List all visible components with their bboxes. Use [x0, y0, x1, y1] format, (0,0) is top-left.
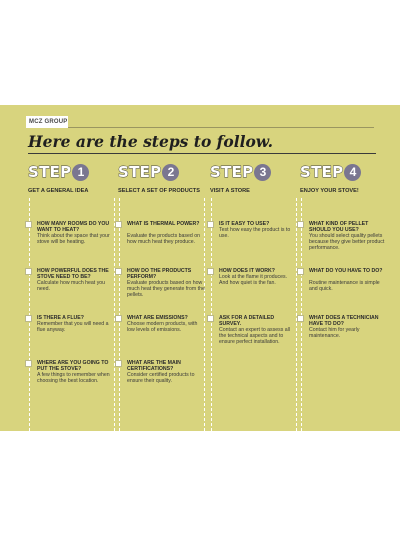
- step-heading: [118, 163, 179, 183]
- item-question: WHERE ARE YOU GOING TO PUT THE STOVE?: [37, 360, 109, 373]
- step-column-2: [118, 163, 206, 431]
- item-question: IS IT EASY TO USE?: [219, 221, 270, 227]
- step-number-badge: 2: [162, 164, 179, 181]
- item-question: HOW MANY ROOMS DO YOU WANT TO HEAT?: [37, 221, 110, 234]
- checkbox[interactable]: [115, 268, 122, 275]
- item-answer: Routine maintenance is simple and quick.: [309, 280, 380, 293]
- item-answer: Contact an expert to assess all the technical aspects and to ensure perfect installation.: [219, 327, 290, 346]
- step-heading: [28, 163, 89, 183]
- step-column-4: [300, 163, 388, 431]
- step-number-badge: 1: [72, 164, 89, 181]
- checkbox[interactable]: [25, 315, 32, 322]
- checkbox[interactable]: [25, 221, 32, 228]
- item-question: WHAT IS THERMAL POWER?: [127, 221, 200, 227]
- step-word: STEP: [28, 163, 72, 181]
- item-answer: Look at the flame it produces. And how quiet is the fan.: [219, 274, 288, 287]
- item-question: WHAT KIND OF PELLET SHOULD YOU USE?: [309, 221, 369, 234]
- step-subtitle: VISIT A STORE: [210, 188, 250, 194]
- item-answer: Choose modern products, with low levels of emissions.: [127, 321, 198, 334]
- step-column-1: [28, 163, 116, 431]
- checkbox[interactable]: [115, 221, 122, 228]
- checkbox[interactable]: [115, 360, 122, 367]
- checkbox[interactable]: [207, 268, 214, 275]
- item-question: HOW DO THE PRODUCTS PERFORM?: [127, 268, 192, 281]
- brochure-page: [0, 105, 400, 431]
- item-question: WHAT ARE THE MAIN CERTIFICATIONS?: [127, 360, 181, 373]
- headline-rule: [28, 153, 376, 154]
- page-title: Here are the steps to follow.: [28, 132, 273, 151]
- item-question: IS THERE A FLUE?: [37, 315, 84, 321]
- step-word: STEP: [300, 163, 344, 181]
- checkbox[interactable]: [207, 315, 214, 322]
- item-answer: Evaluate products based on how much heat they generate from the pellets.: [127, 280, 205, 299]
- step-heading: [210, 163, 271, 183]
- item-answer: Calculate how much heat you need.: [37, 280, 106, 293]
- step-word: STEP: [118, 163, 162, 181]
- step-number-badge: 3: [254, 164, 271, 181]
- item-answer: Remember that you will need a flue anyway.: [37, 321, 109, 334]
- checkbox[interactable]: [25, 268, 32, 275]
- item-answer: Evaluate the products based on how much heat they produce.: [127, 233, 200, 246]
- checkbox[interactable]: [297, 315, 304, 322]
- checkbox[interactable]: [297, 268, 304, 275]
- step-heading: [300, 163, 361, 183]
- step-column-3: [210, 163, 298, 431]
- item-answer: You should select quality pellets because they give better product performance.: [309, 233, 385, 252]
- checkbox[interactable]: [297, 221, 304, 228]
- item-question: WHAT DOES A TECHNICIAN HAVE TO DO?: [309, 315, 379, 328]
- step-subtitle: GET A GENERAL IDEA: [28, 188, 89, 194]
- item-question: HOW DOES IT WORK?: [219, 268, 275, 274]
- step-subtitle: SELECT A SET OF PRODUCTS: [118, 188, 200, 194]
- item-answer: A few things to remember when choosing the best location.: [37, 372, 110, 385]
- item-question: WHAT DO YOU HAVE TO DO?: [309, 268, 383, 274]
- step-subtitle: ENJOY YOUR STOVE!: [300, 188, 359, 194]
- brand-rule: [68, 127, 374, 128]
- item-answer: Contact him for yearly maintenance.: [309, 327, 360, 340]
- item-question: ASK FOR A DETAILED SURVEY.: [219, 315, 275, 328]
- item-answer: Test how easy the product is to use.: [219, 227, 291, 240]
- checkbox[interactable]: [207, 221, 214, 228]
- item-question: WHAT ARE EMISSIONS?: [127, 315, 188, 321]
- step-word: STEP: [210, 163, 254, 181]
- checkbox[interactable]: [25, 360, 32, 367]
- step-number-badge: 4: [344, 164, 361, 181]
- item-answer: Think about the space that your stove will be heating.: [37, 233, 110, 246]
- item-question: HOW POWERFUL DOES THE STOVE NEED TO BE?: [37, 268, 109, 281]
- item-answer: Consider certified products to ensure their quality.: [127, 372, 195, 385]
- checkbox[interactable]: [115, 315, 122, 322]
- brand-label: MCZ GROUP: [26, 116, 68, 128]
